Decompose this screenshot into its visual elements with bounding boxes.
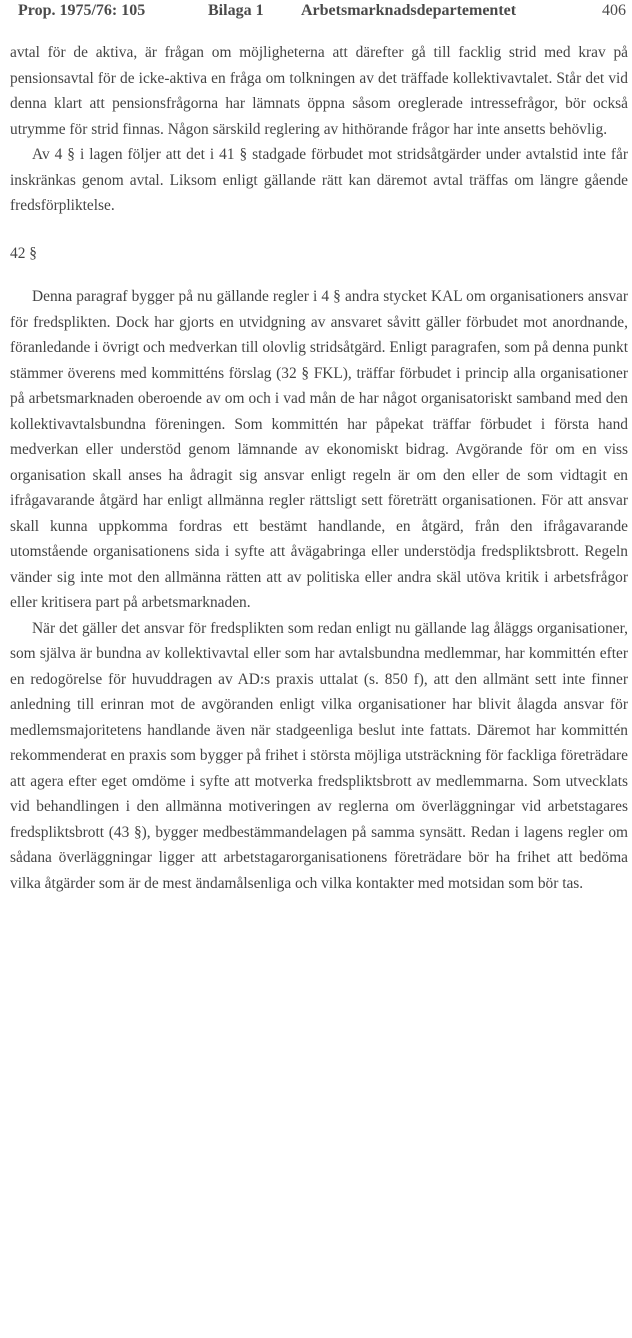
paragraph: När det gäller det ansvar för fredsplikten som redan enligt nu gällande lag åläggs organisationer, som själva är bundna av kollektivavtal eller som har avtalsbundna medlemmar, har kommittén efter en redogörelse för huvuddragen av AD:s praxis uttalat (s. 850 f), att den allmänt sett inte finner anledning till erinran mot de avgöranden enligt vilka organisationer har blivit ålagda ansvar för medlemsmajoritetens handlande även när stadgeenliga beslut inte fattats. Däremot har kommittén rekommenderat en praxis som bygger på frihet i största möjliga utsträckning för fackliga företrädare att agera efter eget omdöme i syfte att motverka fredspliktsbrott av medlemmarna. Som utvecklats vid behandlingen i den allmänna motiveringen av reglerna om överläggningar vid arbetstagares fredspliktsbrott (43 §), bygger medbestämmandelagen på samma synsätt. Redan i lagens regler om sådana överläggningar ligger att arbetstagarorganisationens företrädare bör ha frihet att bedöma vilka åtgärder som är de mest ändamålsenliga och vilka kontakter med motsidan som bör tas. — [10, 619, 628, 892]
appendix-label: Bilaga 1 — [208, 2, 264, 19]
publication-reference: Prop. 1975/76: 105 — [18, 2, 146, 19]
body-text — [10, 40, 628, 896]
page-number: 406 — [602, 2, 626, 19]
paragraph: Denna paragraf bygger på nu gällande regler i 4 § andra stycket KAL om organisationers ansvar för fredsplikten. Dock har gjorts en utvidgning av ansvaret såvitt gäller förbudet mot anordnande, föranledande i övrigt och medverkan till olovlig stridsåtgärd. Enligt paragrafen, som på denna punkt stämmer överens med kommitténs förslag (32 § FKL), träffar förbudet i princip alla organisationer på arbetsmarknaden oberoende av om och i vad mån de har något organisatoriskt samband med den kollektivavtalsbundna föreningen. Som kommittén har påpekat träffar förbudet i första hand medverkan eller understöd genom lämnande av ekonomiskt bidrag. Avgörande för om en viss organisation skall anses ha ådragit sig ansvar enligt regeln är om den eller de som vidtagit en ifrågavarande åtgärd har enligt allmänna regler rättsligt sett företrätt organisationen. För att ansvar skall kunna uppkomma fordras ett bestämt handlande, en åtgärd, från den ifrågavarande utomstående organisationens sida i syfte att åvägabringa eller understödja fredspliktsbrott. Regeln vänder sig inte mot den allmänna rätten att av politiska eller andra skäl utöva kritik i arbetsfrågor eller kritisera part på arbetsmarknaden. — [10, 288, 628, 611]
running-header — [18, 2, 630, 28]
paragraph-continued: avtal för de aktiva, är frågan om möjligheterna att därefter gå till facklig strid med krav på pensionsavtal för de icke-aktiva en fråga om tolkningen av det träffade kollektivavtalet. Står det vid denna klart att pensionsfrågorna har lämnats öppna såsom oreglerade intressefrågor, bör också utrymme för strid finnas. Någon särskild reglering av hithörande frågor har inte ansetts behövlig. — [10, 44, 628, 138]
section-heading: 42 § — [10, 244, 37, 262]
paragraph: Av 4 § i lagen följer att det i 41 § stadgade förbudet mot stridsåtgärder under avtalstid inte får inskränkas genom avtal. Liksom enligt gällande rätt kan däremot avtal träffas om längre gående fredsförpliktelse. — [10, 146, 628, 214]
department-name: Arbetsmarknadsdepartementet — [301, 2, 517, 19]
